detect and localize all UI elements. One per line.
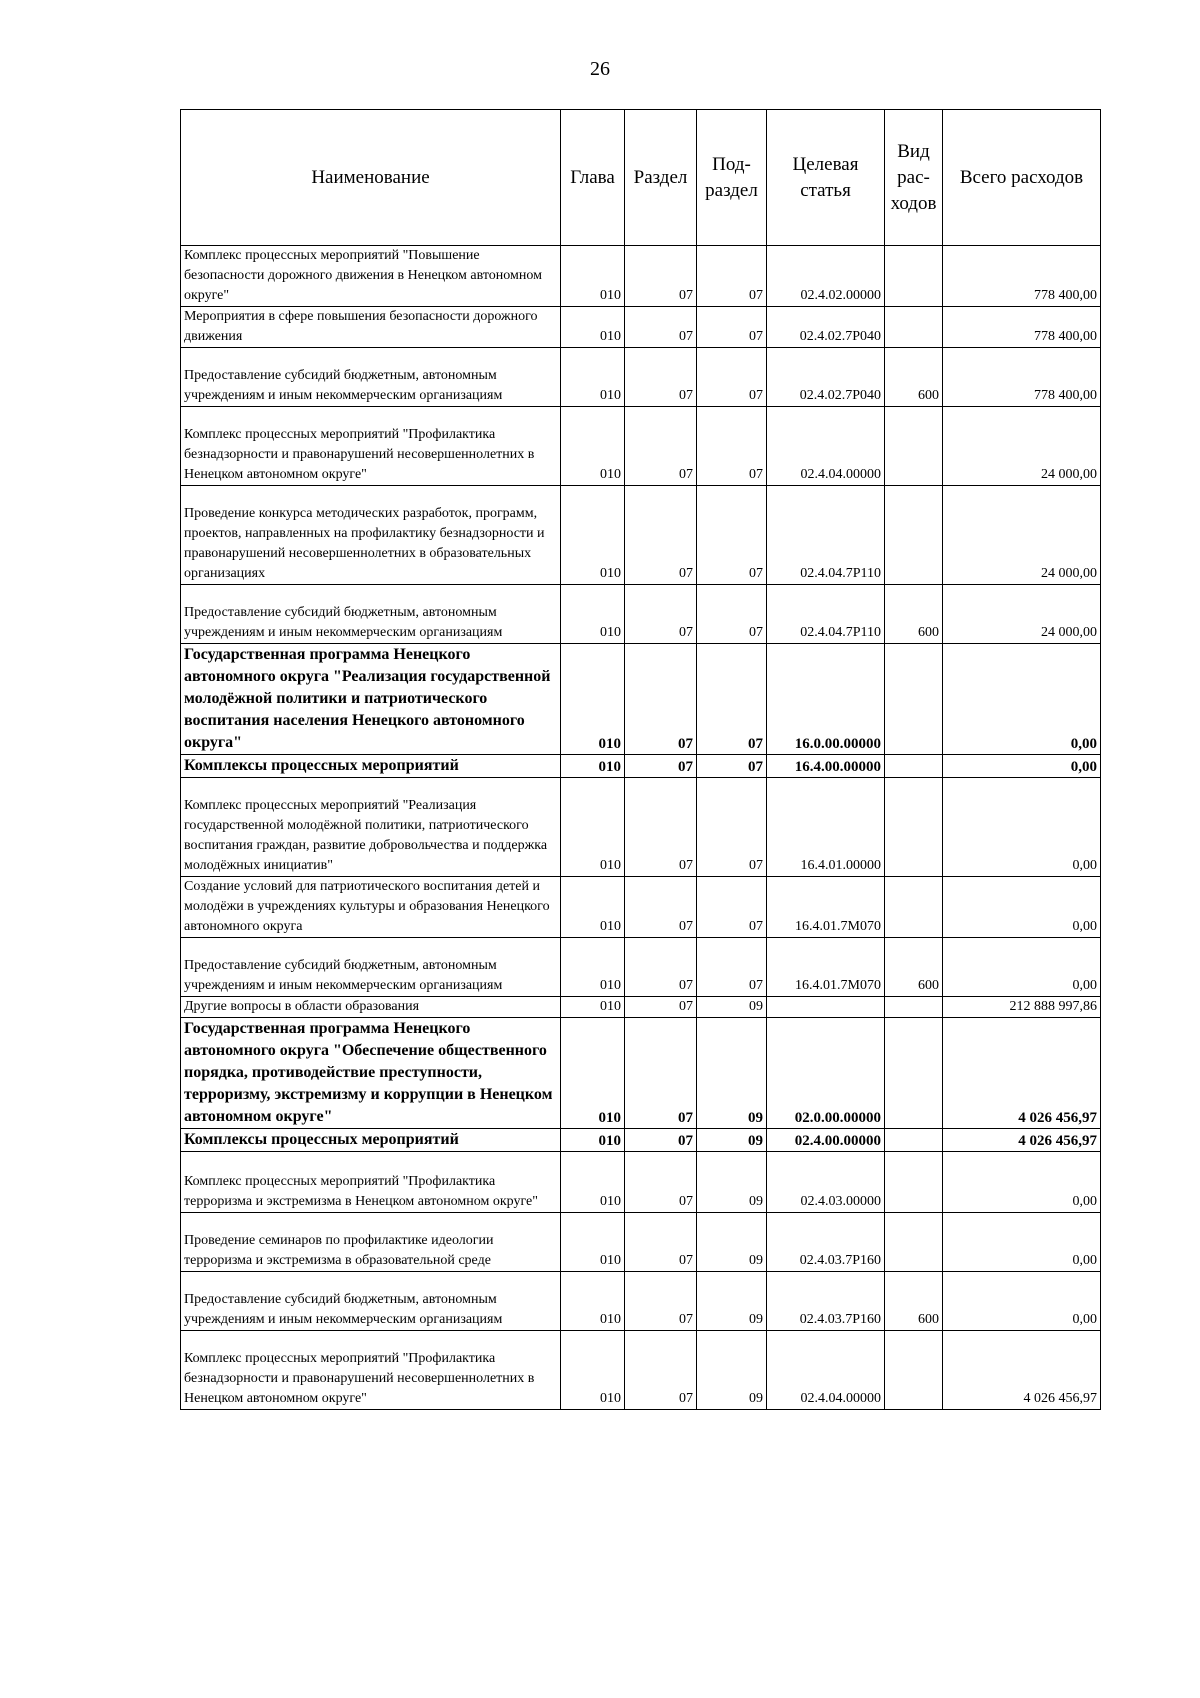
- cell-total: 0,00: [943, 778, 1101, 877]
- cell-total: 0,00: [943, 644, 1101, 755]
- cell-expense-type: [885, 1018, 943, 1129]
- cell-expense-type: [885, 307, 943, 348]
- cell-total: 0,00: [943, 755, 1101, 778]
- cell-expense-type: [885, 877, 943, 938]
- cell-subsection: 07: [697, 938, 767, 997]
- cell-section: 07: [625, 246, 697, 307]
- cell-name: Проведение семинаров по профилактике идеологии терроризма и экстремизма в образовательной среде: [181, 1213, 561, 1272]
- cell-expense-type: 600: [885, 1272, 943, 1331]
- header-section: Раздел: [625, 110, 697, 246]
- cell-name: Комплекс процессных мероприятий "Реализация государственной молодёжной политики, патриотического воспитания граждан, развитие добровольчества и поддержка молодёжных инициатив": [181, 778, 561, 877]
- cell-chapter: 010: [561, 1272, 625, 1331]
- cell-target-article: 02.4.03.00000: [767, 1152, 885, 1213]
- header-expense-type: Вид рас- ходов: [885, 110, 943, 246]
- budget-table: [180, 109, 1101, 1410]
- table-row: [181, 1272, 1101, 1331]
- table-row: [181, 1213, 1101, 1272]
- cell-chapter: 010: [561, 1213, 625, 1272]
- cell-chapter: 010: [561, 486, 625, 585]
- cell-expense-type: [885, 644, 943, 755]
- table-row: [181, 1331, 1101, 1410]
- header-target-article: Целевая статья: [767, 110, 885, 246]
- cell-section: 07: [625, 644, 697, 755]
- cell-section: 07: [625, 1152, 697, 1213]
- cell-chapter: 010: [561, 938, 625, 997]
- cell-subsection: 07: [697, 407, 767, 486]
- cell-expense-type: [885, 407, 943, 486]
- cell-total: 0,00: [943, 1152, 1101, 1213]
- cell-name: Проведение конкурса методических разработок, программ, проектов, направленных на профилактику безнадзорности и правонарушений несовершеннолетних в образовательных организациях: [181, 486, 561, 585]
- cell-chapter: 010: [561, 997, 625, 1018]
- cell-expense-type: [885, 778, 943, 877]
- table-row: [181, 997, 1101, 1018]
- cell-subsection: 07: [697, 585, 767, 644]
- cell-section: 07: [625, 486, 697, 585]
- cell-name: Государственная программа Ненецкого автономного округа "Обеспечение общественного порядка, противодействие преступности, терроризму, экстремизму и коррупции в Ненецком автономном округе": [181, 1018, 561, 1129]
- cell-target-article: 02.4.02.7Р040: [767, 348, 885, 407]
- cell-total: 4 026 456,97: [943, 1331, 1101, 1410]
- table-row: [181, 486, 1101, 585]
- cell-target-article: 02.4.04.7Р110: [767, 585, 885, 644]
- cell-total: 778 400,00: [943, 246, 1101, 307]
- cell-section: 07: [625, 997, 697, 1018]
- cell-expense-type: 600: [885, 348, 943, 407]
- cell-total: 24 000,00: [943, 407, 1101, 486]
- cell-name: Предоставление субсидий бюджетным, автономным учреждениям и иным некоммерческим организациям: [181, 585, 561, 644]
- cell-chapter: 010: [561, 348, 625, 407]
- cell-name: Комплекс процессных мероприятий "Профилактика терроризма и экстремизма в Ненецком автономном округе": [181, 1152, 561, 1213]
- cell-section: 07: [625, 755, 697, 778]
- cell-name: Создание условий для патриотического воспитания детей и молодёжи в учреждениях культуры и образования Ненецкого автономного округа: [181, 877, 561, 938]
- cell-subsection: 07: [697, 644, 767, 755]
- cell-expense-type: [885, 755, 943, 778]
- cell-section: 07: [625, 1272, 697, 1331]
- cell-chapter: 010: [561, 585, 625, 644]
- page-number: 26: [590, 58, 610, 80]
- cell-subsection: 07: [697, 348, 767, 407]
- cell-name: Комплексы процессных мероприятий: [181, 755, 561, 778]
- cell-expense-type: [885, 1152, 943, 1213]
- cell-chapter: 010: [561, 407, 625, 486]
- cell-expense-type: [885, 246, 943, 307]
- cell-target-article: 16.4.01.7М070: [767, 938, 885, 997]
- cell-total: 0,00: [943, 1213, 1101, 1272]
- cell-chapter: 010: [561, 1129, 625, 1152]
- cell-target-article: 02.4.00.00000: [767, 1129, 885, 1152]
- cell-total: 0,00: [943, 938, 1101, 997]
- cell-chapter: 010: [561, 307, 625, 348]
- cell-subsection: 09: [697, 1213, 767, 1272]
- table-row: [181, 307, 1101, 348]
- table-row: [181, 407, 1101, 486]
- cell-chapter: 010: [561, 1331, 625, 1410]
- cell-target-article: 02.4.04.00000: [767, 407, 885, 486]
- cell-chapter: 010: [561, 877, 625, 938]
- cell-section: 07: [625, 938, 697, 997]
- cell-subsection: 07: [697, 755, 767, 778]
- cell-target-article: 02.4.04.00000: [767, 1331, 885, 1410]
- cell-total: 0,00: [943, 877, 1101, 938]
- cell-expense-type: [885, 486, 943, 585]
- cell-target-article: 02.0.00.00000: [767, 1018, 885, 1129]
- cell-chapter: 010: [561, 1018, 625, 1129]
- cell-target-article: 16.0.00.00000: [767, 644, 885, 755]
- cell-name: Комплекс процессных мероприятий "Профилактика безнадзорности и правонарушений несовершеннолетних в Ненецком автономном округе": [181, 1331, 561, 1410]
- cell-total: 0,00: [943, 1272, 1101, 1331]
- cell-target-article: 16.4.01.00000: [767, 778, 885, 877]
- cell-total: 778 400,00: [943, 348, 1101, 407]
- cell-target-article: 02.4.03.7Р160: [767, 1272, 885, 1331]
- cell-section: 07: [625, 1331, 697, 1410]
- cell-expense-type: [885, 1129, 943, 1152]
- cell-section: 07: [625, 348, 697, 407]
- cell-name: Комплексы процессных мероприятий: [181, 1129, 561, 1152]
- cell-chapter: 010: [561, 1152, 625, 1213]
- cell-name: Комплекс процессных мероприятий "Повышение безопасности дорожного движения в Ненецком автономном округе": [181, 246, 561, 307]
- table-body: [181, 246, 1101, 1410]
- header-subsection: Под- раздел: [697, 110, 767, 246]
- cell-total: 212 888 997,86: [943, 997, 1101, 1018]
- cell-name: Предоставление субсидий бюджетным, автономным учреждениям и иным некоммерческим организациям: [181, 1272, 561, 1331]
- cell-section: 07: [625, 307, 697, 348]
- cell-section: 07: [625, 778, 697, 877]
- cell-expense-type: [885, 1331, 943, 1410]
- cell-chapter: 010: [561, 778, 625, 877]
- cell-expense-type: [885, 997, 943, 1018]
- cell-subsection: 07: [697, 246, 767, 307]
- header-chapter: Глава: [561, 110, 625, 246]
- cell-section: 07: [625, 1213, 697, 1272]
- cell-name: Государственная программа Ненецкого автономного округа "Реализация государственной молодёжной политики и патриотического воспитания населения Ненецкого автономного округа": [181, 644, 561, 755]
- cell-total: 778 400,00: [943, 307, 1101, 348]
- table-row: [181, 938, 1101, 997]
- cell-subsection: 09: [697, 997, 767, 1018]
- cell-subsection: 07: [697, 307, 767, 348]
- cell-expense-type: 600: [885, 938, 943, 997]
- cell-section: 07: [625, 1129, 697, 1152]
- table-row: [181, 348, 1101, 407]
- cell-chapter: 010: [561, 644, 625, 755]
- cell-total: 4 026 456,97: [943, 1018, 1101, 1129]
- table-row: [181, 1018, 1101, 1129]
- table-row: [181, 778, 1101, 877]
- cell-total: 4 026 456,97: [943, 1129, 1101, 1152]
- cell-target-article: 02.4.03.7Р160: [767, 1213, 885, 1272]
- cell-target-article: 02.4.02.00000: [767, 246, 885, 307]
- cell-subsection: 09: [697, 1129, 767, 1152]
- cell-subsection: 09: [697, 1272, 767, 1331]
- table-row: [181, 755, 1101, 778]
- cell-total: 24 000,00: [943, 486, 1101, 585]
- cell-target-article: [767, 997, 885, 1018]
- table-row: [181, 644, 1101, 755]
- cell-name: Комплекс процессных мероприятий "Профилактика безнадзорности и правонарушений несовершеннолетних в Ненецком автономном округе": [181, 407, 561, 486]
- header-total: Всего расходов: [943, 110, 1101, 246]
- cell-subsection: 09: [697, 1018, 767, 1129]
- table-header-row: [181, 110, 1101, 246]
- cell-section: 07: [625, 1018, 697, 1129]
- cell-name: Предоставление субсидий бюджетным, автономным учреждениям и иным некоммерческим организациям: [181, 938, 561, 997]
- table-row: [181, 877, 1101, 938]
- cell-subsection: 07: [697, 877, 767, 938]
- cell-section: 07: [625, 407, 697, 486]
- table-row: [181, 1152, 1101, 1213]
- cell-name: Мероприятия в сфере повышения безопасности дорожного движения: [181, 307, 561, 348]
- cell-expense-type: 600: [885, 585, 943, 644]
- cell-section: 07: [625, 585, 697, 644]
- cell-target-article: 16.4.01.7М070: [767, 877, 885, 938]
- cell-subsection: 09: [697, 1331, 767, 1410]
- cell-chapter: 010: [561, 246, 625, 307]
- cell-chapter: 010: [561, 755, 625, 778]
- cell-target-article: 16.4.00.00000: [767, 755, 885, 778]
- cell-name: Предоставление субсидий бюджетным, автономным учреждениям и иным некоммерческим организациям: [181, 348, 561, 407]
- table-row: [181, 585, 1101, 644]
- cell-subsection: 07: [697, 778, 767, 877]
- cell-expense-type: [885, 1213, 943, 1272]
- cell-section: 07: [625, 877, 697, 938]
- cell-subsection: 07: [697, 486, 767, 585]
- table-row: [181, 246, 1101, 307]
- cell-target-article: 02.4.04.7Р110: [767, 486, 885, 585]
- cell-subsection: 09: [697, 1152, 767, 1213]
- table-row: [181, 1129, 1101, 1152]
- cell-target-article: 02.4.02.7Р040: [767, 307, 885, 348]
- cell-total: 24 000,00: [943, 585, 1101, 644]
- cell-name: Другие вопросы в области образования: [181, 997, 561, 1018]
- header-name: Наименование: [181, 110, 561, 246]
